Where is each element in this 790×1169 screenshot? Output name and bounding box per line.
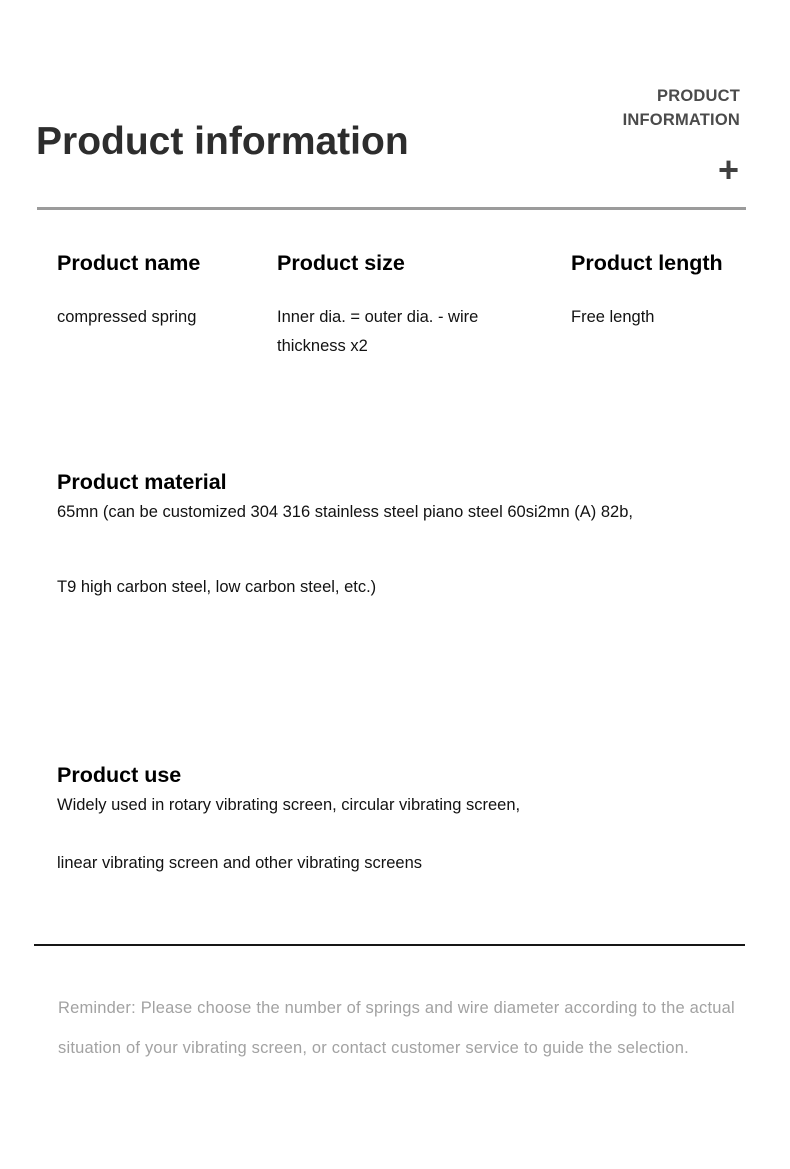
corner-badge-line-2: INFORMATION (622, 111, 740, 129)
spec-column-product-length (571, 251, 756, 332)
product-use-text-line-2: linear vibrating screen and other vibrating screens (57, 854, 423, 872)
product-material-text-line-2: T9 high carbon steel, low carbon steel, etc.) (57, 578, 377, 596)
product-length-value: Free length (571, 308, 655, 326)
product-material-text-line-1: 65mn (can be customized 304 316 stainless steel piano steel 60si2mn (A) 82b, (57, 503, 633, 521)
product-use-text-line-1: Widely used in rotary vibrating screen, circular vibrating screen, (57, 796, 521, 814)
corner-badge-line-1: PRODUCT (657, 87, 740, 105)
product-name-header: Product name (57, 251, 201, 275)
top-divider (37, 207, 746, 210)
product-size-value: Inner dia. = outer dia. - wire thickness x2 (277, 308, 479, 355)
corner-badge (623, 84, 740, 132)
product-material-heading: Product material (57, 469, 227, 494)
spec-column-product-size (277, 251, 499, 361)
plus-icon: + (717, 149, 739, 190)
reminder-text-line-2: situation of your vibrating screen, or contact customer service to guide the selection. (58, 1039, 689, 1057)
spec-column-product-name (57, 251, 262, 332)
reminder-text-line-1: Reminder: Please choose the number of springs and wire diameter according to the actual (58, 999, 735, 1017)
page-title: Product information (36, 120, 409, 164)
product-size-header: Product size (277, 251, 405, 275)
product-length-header: Product length (571, 251, 723, 275)
product-use-heading: Product use (57, 762, 182, 787)
product-name-value: compressed spring (57, 308, 197, 326)
bottom-divider (34, 944, 745, 946)
